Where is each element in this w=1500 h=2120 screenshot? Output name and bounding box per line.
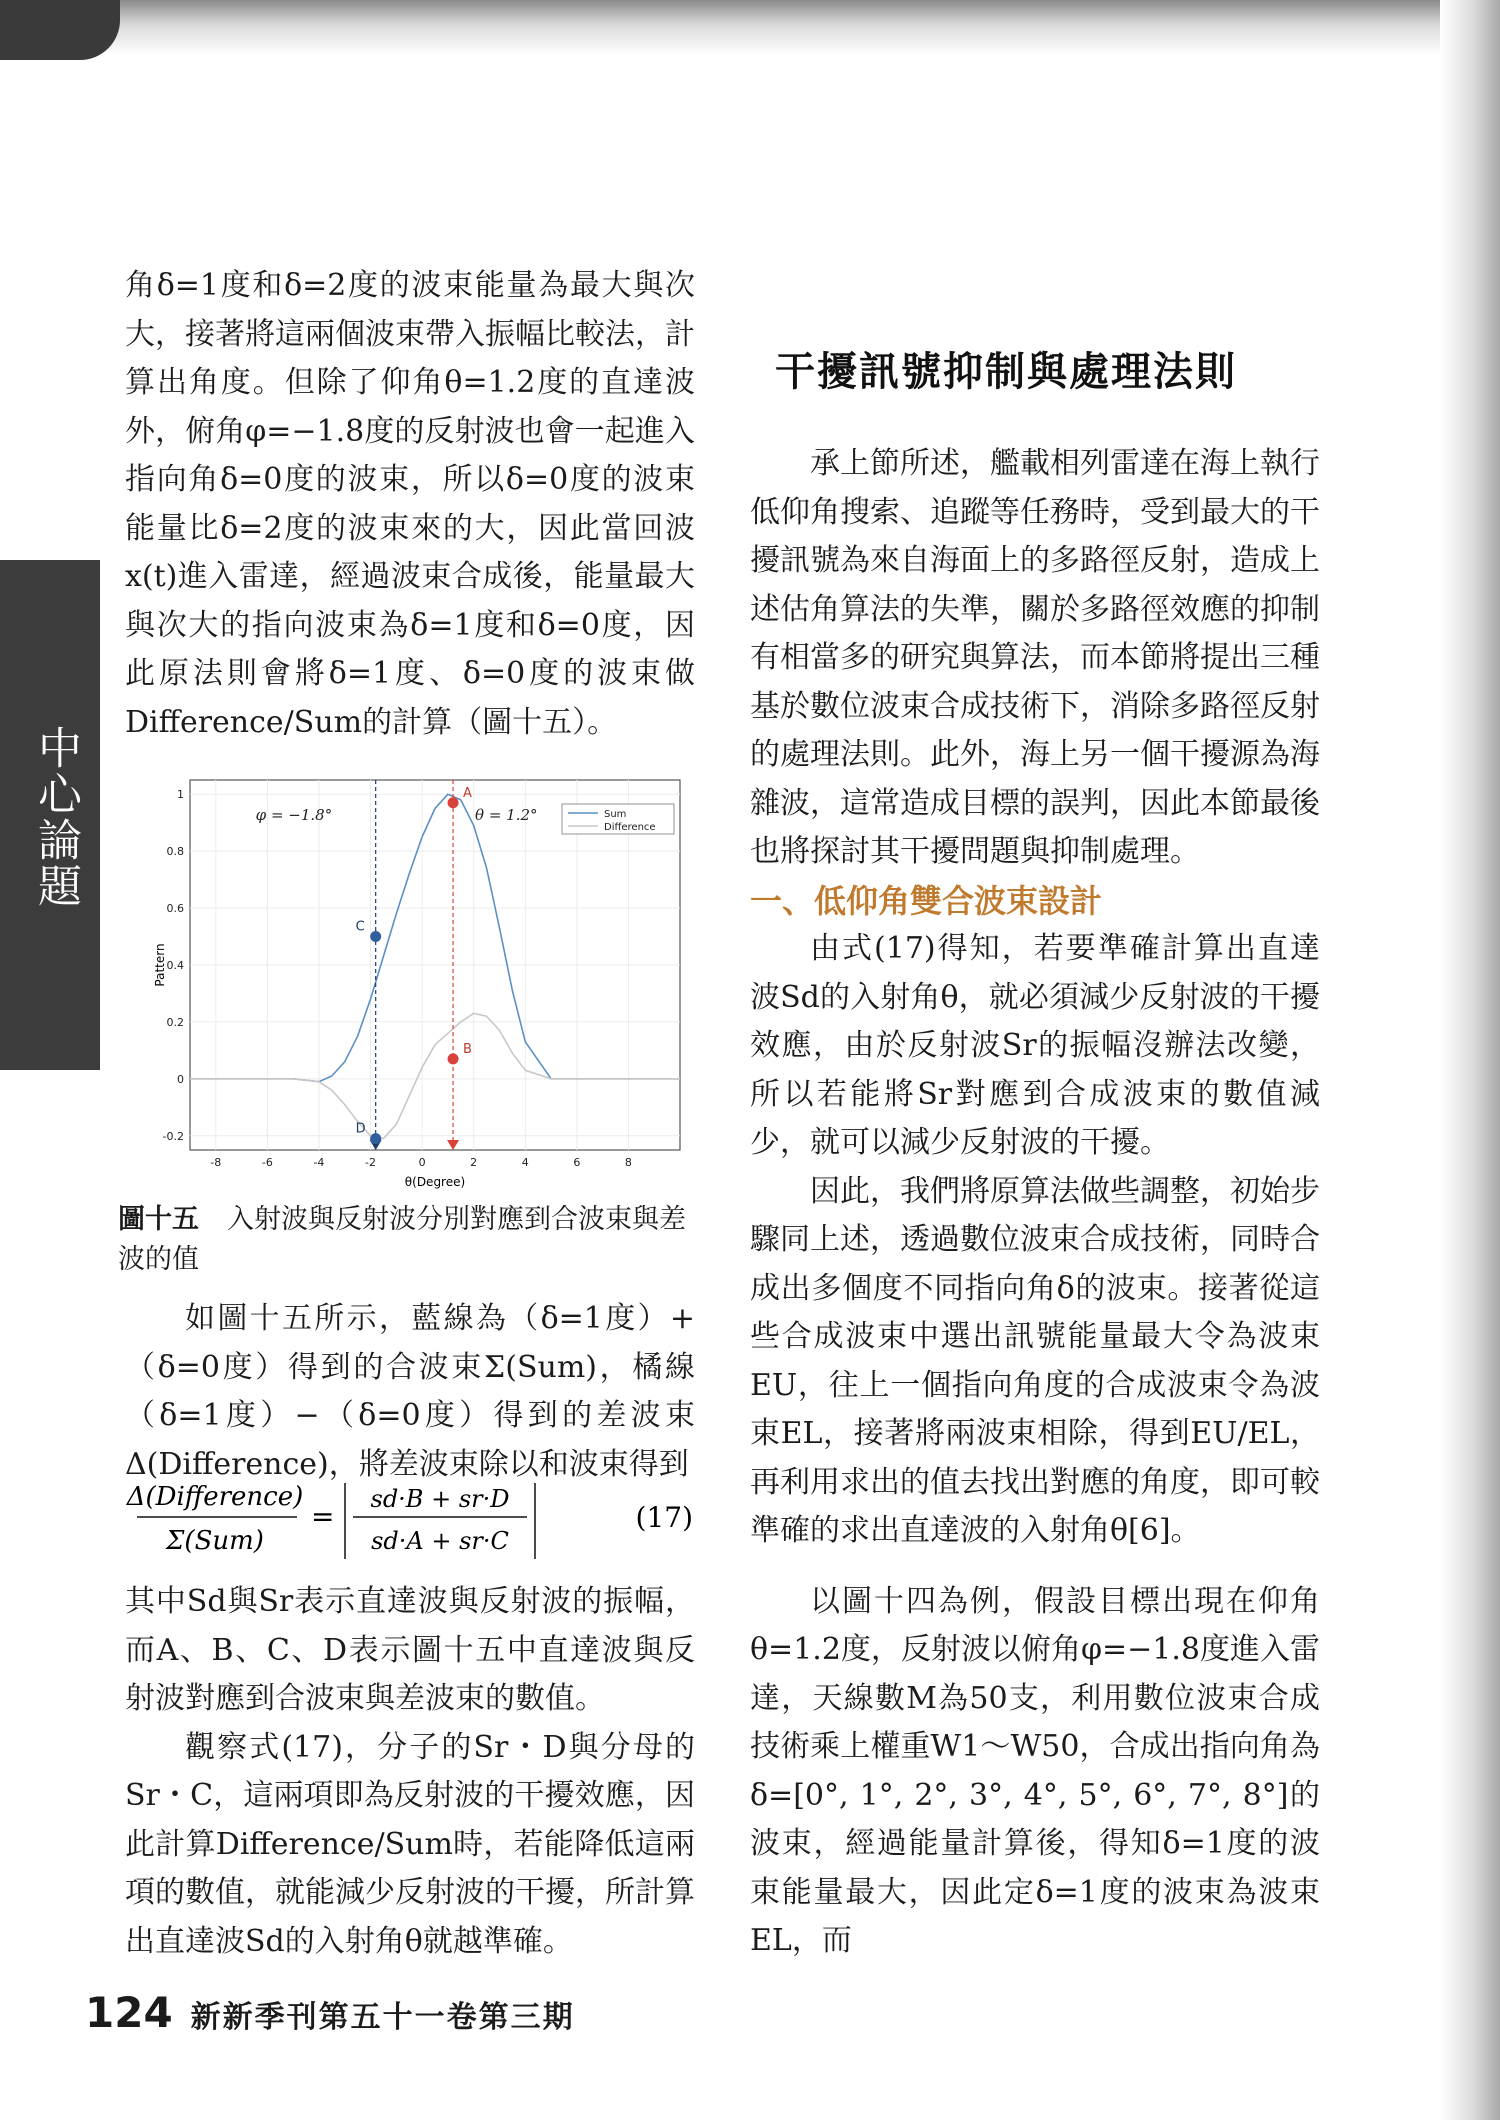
data-point-label: C: [355, 919, 365, 935]
right-column: [750, 440, 1320, 1966]
data-point-label: A: [463, 785, 472, 801]
section-title: 干擾訊號抑制與處理法則: [775, 349, 1237, 395]
right-paragraph-1: 承上節所述，艦載相列雷達在海上執行低仰角搜索、追蹤等任務時，受到最大的干擾訊號為來自海面上的多路徑反射，造成上述估角算法的失準，關於多路徑效應的抑制有相當多的研究與算法，而本節將提出三種基於數位波束合成技術下，消除多路徑反射的處理法則。此外，海上另一個干擾源為海雜波，這常造成目標的誤判，因此本節最後也將探討其干擾問題與抑制處理。: [750, 446, 1320, 869]
right-paragraph-4: 以圖十四為例，假設目標出現在仰角θ=1.2度，反射波以俯角φ=−1.8度進入雷達，天線數M為50支，利用數位波束合成技術乘上權重W1～W50，合成出指向角為δ=[0°, 1°, 2°, 3°, 4°, 5°, 6°, 7°, 8°]的波束，經過能量計算後，得知δ=1度的波束能量最大，因此定δ=1度的波束為波束EL，而: [750, 1583, 1320, 1958]
y-tick-label: 0.4: [166, 959, 184, 972]
figure-15-chart: [150, 770, 690, 1190]
equation-17: [125, 1475, 695, 1565]
page-top-shadow: [0, 0, 1500, 55]
chart-svg: [150, 770, 690, 1190]
data-point-label: D: [355, 1121, 366, 1137]
x-tick-label: 6: [573, 1156, 581, 1169]
x-axis-label: θ(Degree): [404, 1175, 466, 1189]
page-right-shadow: [1440, 0, 1500, 2120]
left-paragraph-3: 其中Sd與Sr表示直達波與反射波的振幅，而A、B、C、D表示圖十五中直達波與反射波對應到合波束與差波束的數值。: [125, 1584, 695, 1716]
x-tick-label: -4: [313, 1156, 325, 1169]
page-footer: [85, 1988, 575, 2037]
eq-equals: =: [311, 1500, 335, 1533]
x-tick-label: 2: [470, 1156, 478, 1169]
x-tick-label: 0: [418, 1156, 426, 1169]
right-paragraph-2: 由式(17)得知，若要準確計算出直達波Sd的入射角θ，就必須減少反射波的干擾效應，由於反射波Sr的振幅沒辦法改變，所以若能將Sr對應到合成波束的數值減少，就可以減少反射波的干擾。: [750, 931, 1320, 1160]
left-column-lower: [125, 1295, 695, 1489]
x-tick-label: -2: [365, 1156, 377, 1169]
subheading: 一、低仰角雙合波束設計: [750, 881, 1103, 920]
x-tick-label: -8: [210, 1156, 222, 1169]
figure-caption: [118, 1200, 708, 1280]
equation-svg: [125, 1475, 695, 1565]
y-tick-label: 1: [177, 788, 184, 802]
left-column: [125, 262, 695, 747]
left-column-bottom: [125, 1578, 695, 1966]
y-tick-label: 0.8: [166, 845, 184, 859]
y-tick-label: 0: [177, 1072, 184, 1086]
side-tab-label: 中心論題: [30, 725, 81, 909]
reference-label: φ = −1.8°: [255, 806, 333, 824]
legend-label: Sum: [604, 809, 627, 820]
x-tick-label: -6: [261, 1156, 273, 1169]
eq-numerator: Δ(Difference): [126, 1482, 304, 1512]
data-point-label: B: [463, 1041, 472, 1057]
reference-label: θ = 1.2°: [475, 806, 538, 824]
left-paragraph-4: 觀察式(17)，分子的Sr・D與分母的Sr・C，這兩項即為反射波的干擾效應，因此計算Difference/Sum時，若能降低這兩項的數值，就能減少反射波的干擾，所計算出直達波Sd的入射角θ就越準確。: [125, 1729, 695, 1959]
data-point-c: [370, 931, 381, 942]
y-tick-label: 0.2: [166, 1015, 184, 1029]
legend-label: Difference: [604, 822, 656, 833]
caption-text: 入射波與反射波分別對應到合波束與差波的值: [118, 1204, 686, 1275]
eq-rhs-bottom: sd·A + sr·C: [371, 1527, 509, 1555]
page-corner-shadow: [0, 0, 120, 60]
y-axis-label: Pattern: [153, 943, 167, 987]
right-paragraph-3: 因此，我們將原算法做些調整，初始步驟同上述，透過數位波束合成技術，同時合成出多個度不同指向角δ的波束。接著從這些合成波束中選出訊號能量最大令為波束EU，往上一個指向角度的合成波束令為波束EL，接著將兩波束相除，得到EU/EL，再利用求出的值去找出對應的角度，即可較準確的求出直達波的入射角θ[6]。: [750, 1173, 1320, 1548]
eq-number: (17): [635, 1501, 693, 1534]
y-tick-label: 0.6: [166, 902, 184, 916]
data-point-a: [448, 797, 459, 808]
x-tick-label: 4: [521, 1156, 529, 1169]
y-tick-label: -0.2: [162, 1129, 184, 1143]
left-paragraph-1: 角δ=1度和δ=2度的波束能量為最大與次大，接著將這兩個波束帶入振幅比較法，計算出角度。但除了仰角θ=1.2度的直達波外，俯角φ=−1.8度的反射波也會一起進入指向角δ=0度的波束，所以δ=0度的波束能量比δ=2度的波束來的大，因此當回波x(t)進入雷達，經過波束合成後，能量最大與次大的指向波束為δ=1度和δ=0度，因此原法則會將δ=1度、δ=0度的波束做Difference/Sum的計算（圖十五）。: [125, 268, 695, 740]
eq-rhs-top: sd·B + sr·D: [370, 1485, 510, 1513]
journal-name: 新新季刊第五十一卷第三期: [190, 2000, 575, 2035]
caption-label: 圖十五: [118, 1204, 199, 1235]
eq-denominator: Σ(Sum): [166, 1526, 264, 1556]
data-point-b: [448, 1053, 459, 1064]
page-number: 124: [85, 1988, 173, 2037]
chart-legend: [562, 804, 674, 834]
x-tick-label: 8: [624, 1156, 632, 1169]
left-paragraph-2: 如圖十五所示，藍線為（δ=1度）+（δ=0度）得到的合波束Σ(Sum)，橘線（δ=1度）−（δ=0度）得到的差波束Δ(Difference)，將差波束除以和波束得到: [125, 1301, 695, 1482]
side-section-tab: [0, 560, 100, 1070]
data-point-d: [370, 1133, 381, 1144]
